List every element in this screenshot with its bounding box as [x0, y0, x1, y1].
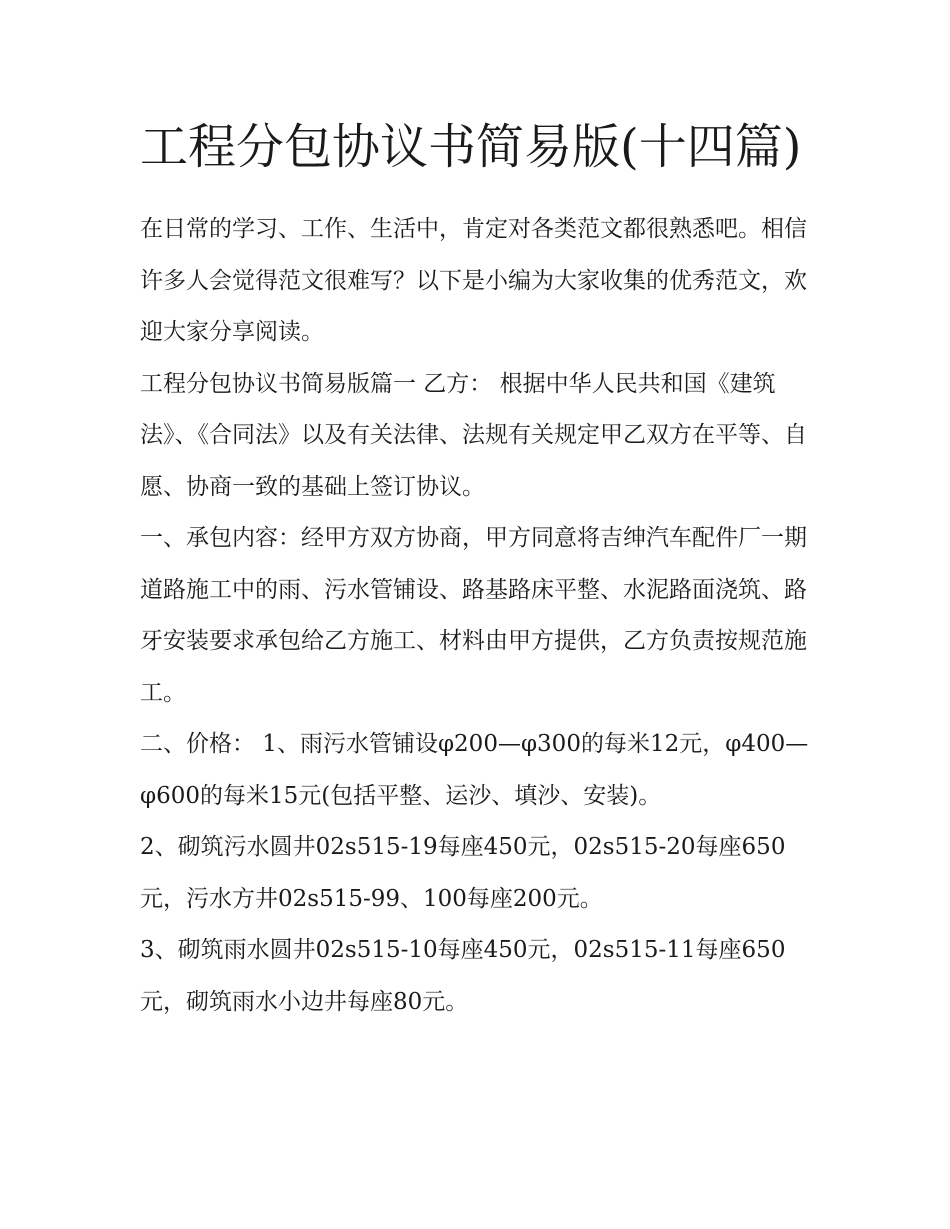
- paragraph-article-one: 工程分包协议书简易版篇一 乙方： 根据中华人民共和国《建筑法》、《合同法》以及有关法律、法规有关规定甲乙双方在平等、自愿、协商一致的基础上签订协议。: [140, 370, 807, 500]
- paragraph-rain-wells: 3、砌筑雨水圆井02s515-10每座450元，02s515-11每座650元，砌筑雨水小边井每座80元。: [140, 937, 786, 1015]
- paragraph-price: 二、价格： 1、雨污水管铺设φ200—φ300的每米12元，φ400—φ600的每米15元(包括平整、运沙、填沙、安装)。: [140, 731, 809, 809]
- paragraph-contract-scope: 一、承包内容：经甲方双方协商，甲方同意将吉绅汽车配件厂一期道路施工中的雨、污水管铺设、路基路床平整、水泥路面浇筑、路牙安装要求承包给乙方施工、材料由甲方提供，乙方负责按规范施工。: [140, 525, 807, 706]
- document-page: [140, 110, 820, 1028]
- paragraph-intro: 在日常的学习、工作、生活中，肯定对各类范文都很熟悉吧。相信许多人会觉得范文很难写？以下是小编为大家收集的优秀范文，欢迎大家分享阅读。: [140, 216, 807, 345]
- document-title: 工程分包协议书简易版(十四篇): [140, 119, 802, 175]
- paragraph-sewage-wells: 2、砌筑污水圆井02s515-19每座450元，02s515-20每座650元，污水方井02s515-99、100每座200元。: [140, 834, 786, 912]
